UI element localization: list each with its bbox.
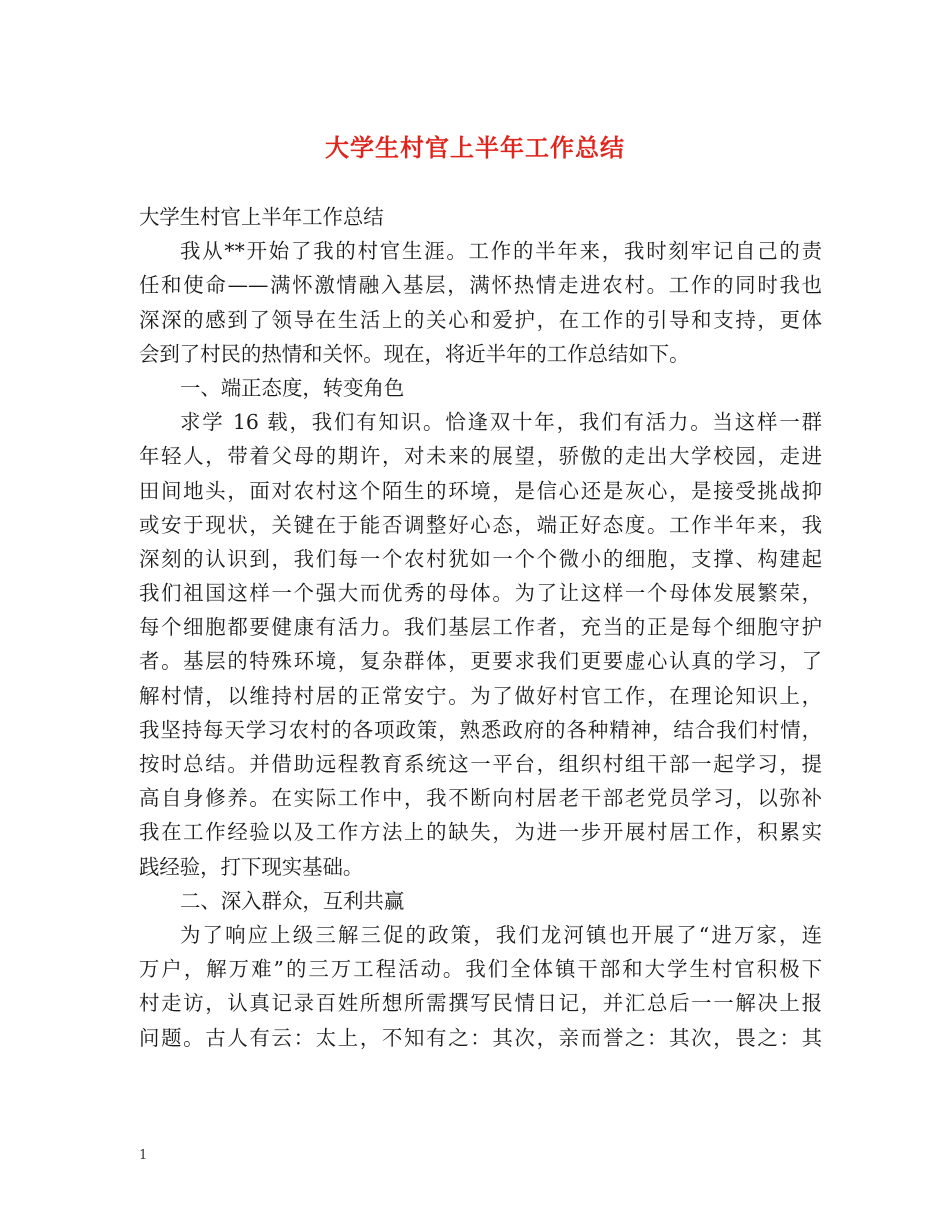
- document-title: 大学生村官上半年工作总结: [325, 133, 625, 162]
- body-line: 者。基层的特殊环境，复杂群体，更要求我们更要虚心认真的学习，了: [139, 649, 822, 674]
- body-line: 田间地头，面对农村这个陌生的环境，是信心还是灰心，是接受挑战抑: [139, 478, 822, 503]
- section-heading-1: 一、端正态度，转变角色: [180, 375, 405, 400]
- body-line: 为了响应上级三解三促的政策，我们龙河镇也开展了“进万家，连: [180, 922, 822, 947]
- body-line: 村走访，认真记录百姓所想所需撰写民情日记，并汇总后一一解决上报: [139, 991, 822, 1016]
- body-line: 解村情，以维持村居的正常安宁。为了做好村官工作，在理论知识上，: [139, 683, 822, 708]
- page-number: 1: [139, 1148, 148, 1163]
- body-line: 深刻的认识到，我们每一个农村犹如一个个微小的细胞，支撑、构建起: [139, 546, 822, 571]
- body-line: 问题。古人有云：太上，不知有之：其次，亲而誉之：其次，畏之：其: [139, 1025, 822, 1050]
- body-line: 或安于现状，关键在于能否调整好心态，端正好态度。工作半年来，我: [139, 512, 822, 537]
- body-line: 深深的感到了领导在生活上的关心和爱护，在工作的引导和支持，更体: [139, 307, 822, 332]
- body-line: 践经验，打下现实基础。: [139, 854, 364, 879]
- body-line: 每个细胞都要健康有活力。我们基层工作者，充当的正是每个细胞守护: [139, 615, 822, 640]
- body-line: 求学 16 载，我们有知识。恰逢双十年，我们有活力。当这样一群: [180, 410, 822, 435]
- body-line: 会到了村民的热情和关怀。现在，将近半年的工作总结如下。: [139, 341, 690, 366]
- body-line: 我们祖国这样一个强大而优秀的母体。为了让这样一个母体发展繁荣，: [139, 581, 822, 606]
- document-body: [139, 200, 822, 1055]
- body-line: 任和使命——满怀激情融入基层，满怀热情走进农村。工作的同时我也: [139, 273, 822, 298]
- body-line: 我坚持每天学习农村的各项政策，熟悉政府的各种精神，结合我们村情，: [139, 717, 822, 742]
- body-line: 按时总结。并借助远程教育系统这一平台，组织村组干部一起学习，提: [139, 752, 822, 776]
- body-subtitle: 大学生村官上半年工作总结: [139, 205, 384, 229]
- body-line: 高自身修养。在实际工作中，我不断向村居老干部老党员学习，以弥补: [139, 786, 822, 811]
- body-line: 我从**开始了我的村官生涯。工作的半年来，我时刻牢记自己的责: [180, 239, 822, 264]
- body-line: 年轻人，带着父母的期许，对未来的展望，骄傲的走出大学校园，走进: [139, 444, 822, 469]
- section-heading-2: 二、深入群众，互利共赢: [180, 888, 405, 913]
- body-line: 万户，解万难”的三万工程活动。我们全体镇干部和大学生村官积极下: [139, 957, 822, 982]
- body-line: 我在工作经验以及工作方法上的缺失，为进一步开展村居工作，积累实: [139, 820, 822, 845]
